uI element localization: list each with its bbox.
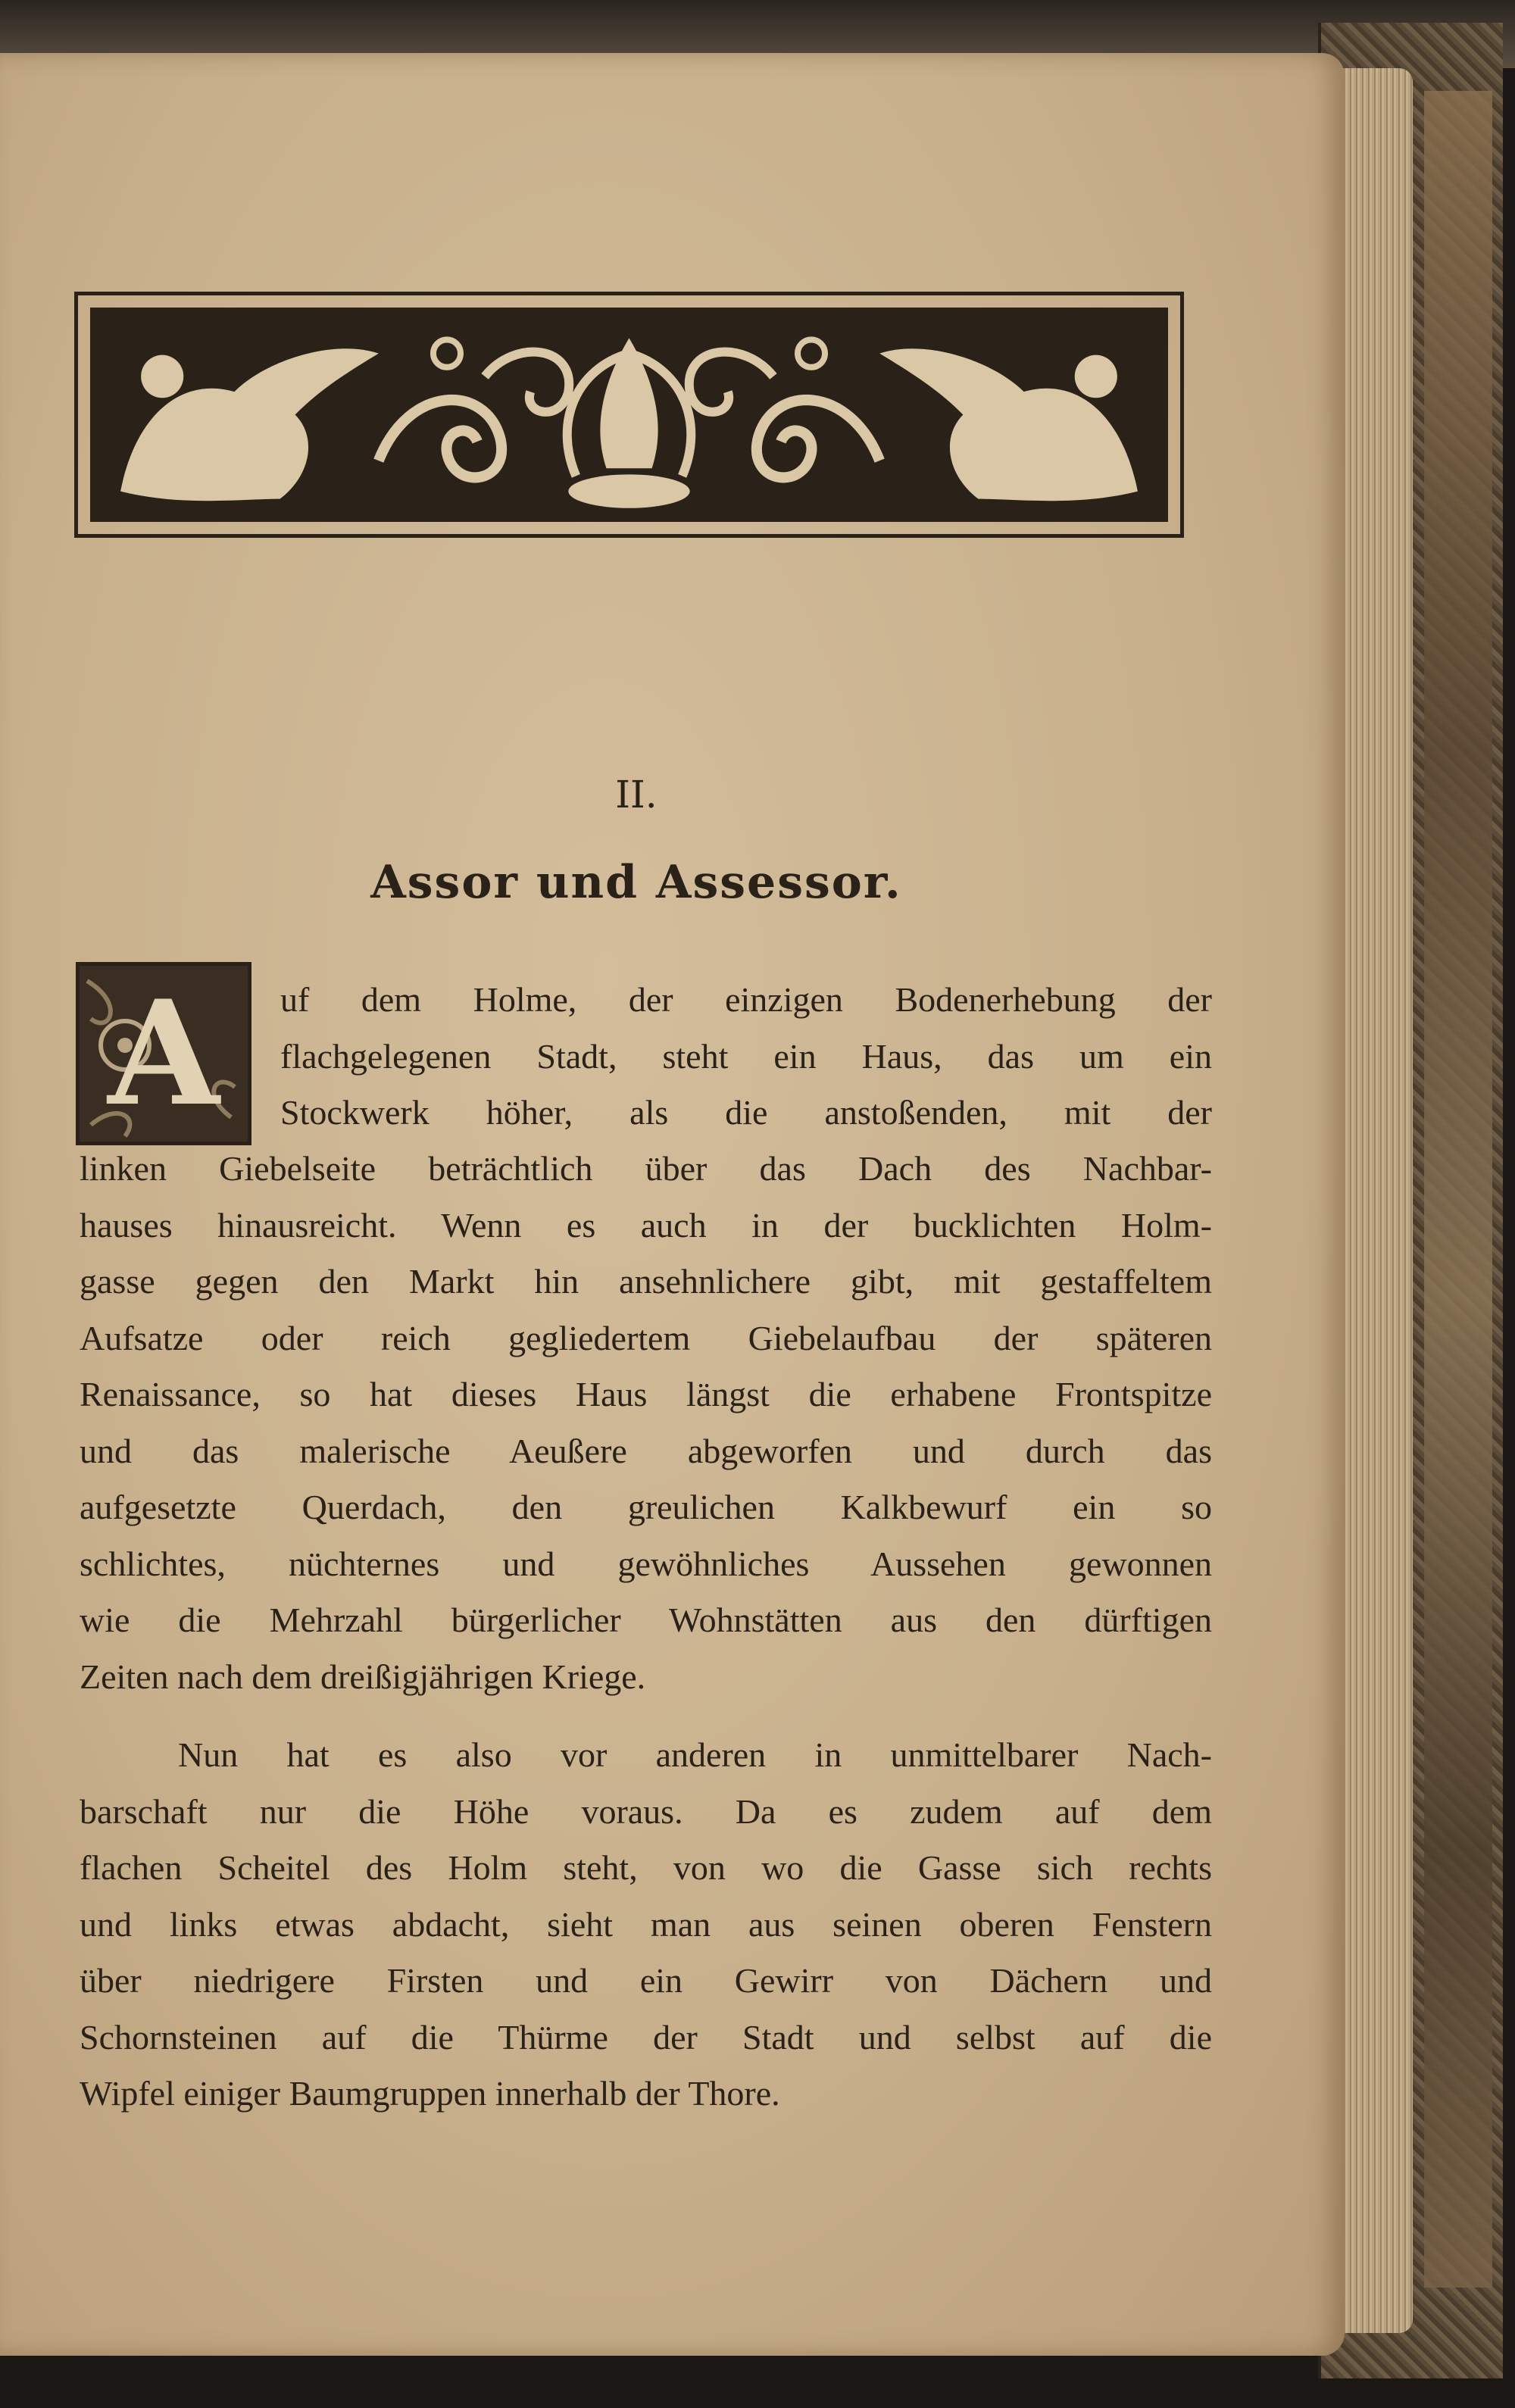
text-line: uf dem Holme, der einzigen Bodenerhebung der xyxy=(280,980,1212,1019)
text-line: flachgelegenen Stadt, steht ein Haus, das um ein xyxy=(280,1036,1212,1076)
text-line: Schornsteinen auf die Thürme der Stadt und selbst auf die xyxy=(80,2017,1212,2057)
text-line: hauses hinausreicht. Wenn es auch in der bucklichten Holm- xyxy=(80,1205,1212,1245)
text-line: und links etwas abdacht, sieht man aus seinen oberen Fenstern xyxy=(80,1904,1212,1944)
text-line: Renaissance, so hat dieses Haus längst die erhabene Frontspitze xyxy=(80,1375,1212,1413)
text-line: über niedrigere Firsten und ein Gewirr von Dächern und xyxy=(80,1961,1212,2000)
text-line: flachen Scheitel des Holm steht, von wo die Gasse sich rechts xyxy=(80,1848,1212,1887)
text-line: barschaft nur die Höhe voraus. Da es zudem auf dem xyxy=(80,1791,1212,1831)
text-line: Wipfel einiger Baumgruppen innerhalb der Thore. xyxy=(80,2074,780,2113)
text-line: schlichtes, nüchternes und gewöhnliches Aussehen gewonnen xyxy=(80,1544,1212,1583)
paragraph-2-lines xyxy=(80,1727,1212,2122)
text-line: Aufsatze oder reich gegliedertem Giebelaufbau der späteren xyxy=(80,1318,1212,1357)
text-line: und das malerische Aeußere abgeworfen und durch das xyxy=(80,1431,1212,1470)
text-line: Nun hat es also vor anderen in unmittelbarer Nach- xyxy=(178,1735,1212,1774)
decorated-initial xyxy=(76,962,251,1145)
paragraph-1-lines xyxy=(80,1141,1212,1705)
text-line: Stockwerk höher, als die anstoßenden, mit der xyxy=(280,1093,1212,1132)
text-line: wie die Mehrzahl bürgerlicher Wohnstätten aus den dürftigen xyxy=(80,1601,1212,1639)
ornamental-header-band xyxy=(74,292,1184,538)
book-cover-marbling xyxy=(1424,91,1492,2288)
paragraph-1-indented-lines xyxy=(280,972,1212,1142)
chapter-number: II. xyxy=(615,773,658,817)
griffin-foliage-ornament-icon xyxy=(90,308,1168,522)
text-line: gasse gegen den Markt hin ansehnlichere gibt, mit gestaffeltem xyxy=(80,1262,1212,1301)
text-line: Zeiten nach dem dreißigjährigen Kriege. xyxy=(80,1657,646,1696)
text-line: linken Giebelseite beträchtlich über das Dach des Nachbar- xyxy=(80,1149,1212,1188)
initial-letter: A xyxy=(108,969,220,1138)
text-line: aufgesetzte Querdach, den greulichen Kalkbewurf ein so xyxy=(80,1488,1212,1526)
chapter-title: Assor und Assessor. xyxy=(370,856,902,909)
